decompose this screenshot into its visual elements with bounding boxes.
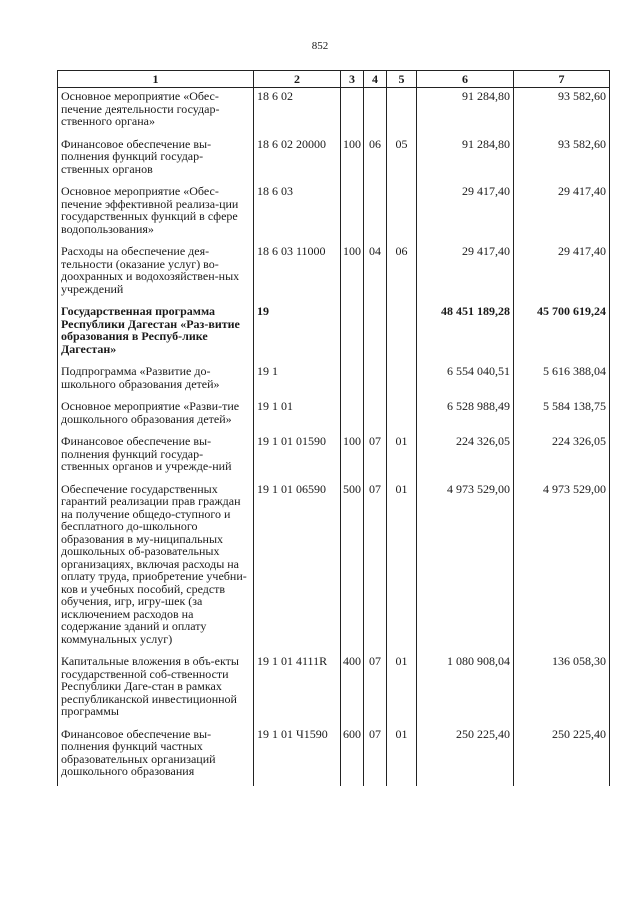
row-code: 19 1 01 01590 [254, 433, 341, 481]
row-code: 19 1 01 4111R [254, 653, 341, 726]
row-section [364, 363, 387, 398]
row-subsection: 05 [387, 136, 417, 184]
row-amount-2: 29 417,40 [514, 243, 610, 303]
row-subsection [387, 183, 417, 243]
table-row [58, 481, 610, 654]
row-section: 07 [364, 653, 387, 726]
column-header: 5 [387, 71, 417, 88]
row-amount-1: 6 554 040,51 [417, 363, 514, 398]
row-amount-1: 29 417,40 [417, 243, 514, 303]
row-subsection [387, 363, 417, 398]
table-row [58, 433, 610, 481]
table-row [58, 243, 610, 303]
row-name: Основное мероприятие «Разви-тие дошкольного образования детей» [58, 398, 254, 433]
row-subsection: 06 [387, 243, 417, 303]
header-row [58, 71, 610, 88]
row-expense-type: 400 [341, 653, 364, 726]
row-expense-type: 600 [341, 726, 364, 786]
row-amount-2: 93 582,60 [514, 136, 610, 184]
row-name: Капитальные вложения в объ-екты государственной соб-ственности Республики Даге-стан в рамках республиканской инвестиционной программы [58, 653, 254, 726]
table-row [58, 653, 610, 726]
row-section: 07 [364, 433, 387, 481]
row-section [364, 183, 387, 243]
row-subsection [387, 303, 417, 363]
row-subsection: 01 [387, 653, 417, 726]
row-expense-type [341, 398, 364, 433]
row-amount-2: 224 326,05 [514, 433, 610, 481]
row-section: 07 [364, 481, 387, 654]
row-name: Финансовое обеспечение вы-полнения функций частных образовательных организаций дошкольного образования [58, 726, 254, 786]
row-code: 19 1 01 [254, 398, 341, 433]
row-amount-1: 91 284,80 [417, 136, 514, 184]
row-code: 18 6 03 11000 [254, 243, 341, 303]
row-name: Государственная программа Республики Дагестан «Раз-витие образования в Респуб-лике Дагестан» [58, 303, 254, 363]
row-name: Финансовое обеспечение вы-полнения функций государ-ственных органов [58, 136, 254, 184]
row-expense-type [341, 303, 364, 363]
row-subsection [387, 88, 417, 136]
row-amount-1: 6 528 988,49 [417, 398, 514, 433]
row-subsection: 01 [387, 726, 417, 786]
row-name: Основное мероприятие «Обес-печение деятельности государ-ственного органа» [58, 88, 254, 136]
row-name: Обеспечение государственных гарантий реализации прав граждан на получение общедо-ступного и бесплатного до-школьного образования в му-ниципальных дошкольных об-разовательных организациях, включая расходы на оплату труда, приобретение учебни-ков и учебных пособий, средств обучения, игр, игру-шек (за исключением расходов на содержание зданий и оплату коммунальных услуг) [58, 481, 254, 654]
row-section [364, 398, 387, 433]
row-name: Основное мероприятие «Обес-печение эффективной реализа-ции государственных функций в сфере водопользования» [58, 183, 254, 243]
row-expense-type [341, 183, 364, 243]
row-expense-type [341, 88, 364, 136]
table-body [58, 88, 610, 786]
row-expense-type: 100 [341, 136, 364, 184]
column-header: 2 [254, 71, 341, 88]
row-subsection: 01 [387, 481, 417, 654]
table-row [58, 303, 610, 363]
table-row [58, 136, 610, 184]
row-amount-2: 5 616 388,04 [514, 363, 610, 398]
row-expense-type: 100 [341, 433, 364, 481]
column-header: 1 [58, 71, 254, 88]
row-expense-type: 500 [341, 481, 364, 654]
row-amount-1: 29 417,40 [417, 183, 514, 243]
row-amount-1: 250 225,40 [417, 726, 514, 786]
row-code: 19 [254, 303, 341, 363]
row-expense-type: 100 [341, 243, 364, 303]
table-row [58, 183, 610, 243]
row-amount-1: 91 284,80 [417, 88, 514, 136]
row-amount-2: 250 225,40 [514, 726, 610, 786]
row-name: Финансовое обеспечение вы-полнения функций государ-ственных органов и учрежде-ний [58, 433, 254, 481]
row-code: 18 6 02 [254, 88, 341, 136]
row-section: 04 [364, 243, 387, 303]
row-amount-1: 48 451 189,28 [417, 303, 514, 363]
table-row [58, 363, 610, 398]
row-expense-type [341, 363, 364, 398]
row-code: 19 1 01 06590 [254, 481, 341, 654]
row-section: 07 [364, 726, 387, 786]
row-amount-2: 136 058,30 [514, 653, 610, 726]
row-amount-1: 224 326,05 [417, 433, 514, 481]
column-header: 7 [514, 71, 610, 88]
row-code: 18 6 02 20000 [254, 136, 341, 184]
column-header: 4 [364, 71, 387, 88]
row-section [364, 88, 387, 136]
column-header: 6 [417, 71, 514, 88]
row-amount-1: 4 973 529,00 [417, 481, 514, 654]
row-section: 06 [364, 136, 387, 184]
row-amount-2: 93 582,60 [514, 88, 610, 136]
row-name: Расходы на обеспечение дея-тельности (оказание услуг) во-доохранных и водохозяйствен-ных учреждений [58, 243, 254, 303]
row-amount-2: 29 417,40 [514, 183, 610, 243]
row-name: Подпрограмма «Развитие до-школьного образования детей» [58, 363, 254, 398]
table-row [58, 88, 610, 136]
table-row [58, 398, 610, 433]
row-code: 19 1 [254, 363, 341, 398]
row-section [364, 303, 387, 363]
row-subsection: 01 [387, 433, 417, 481]
row-amount-2: 5 584 138,75 [514, 398, 610, 433]
page-number: 852 [311, 40, 329, 52]
column-header: 3 [341, 71, 364, 88]
table-row [58, 726, 610, 786]
row-amount-1: 1 080 908,04 [417, 653, 514, 726]
row-subsection [387, 398, 417, 433]
budget-table [57, 70, 610, 786]
row-amount-2: 4 973 529,00 [514, 481, 610, 654]
row-code: 18 6 03 [254, 183, 341, 243]
row-amount-2: 45 700 619,24 [514, 303, 610, 363]
row-code: 19 1 01 Ч1590 [254, 726, 341, 786]
